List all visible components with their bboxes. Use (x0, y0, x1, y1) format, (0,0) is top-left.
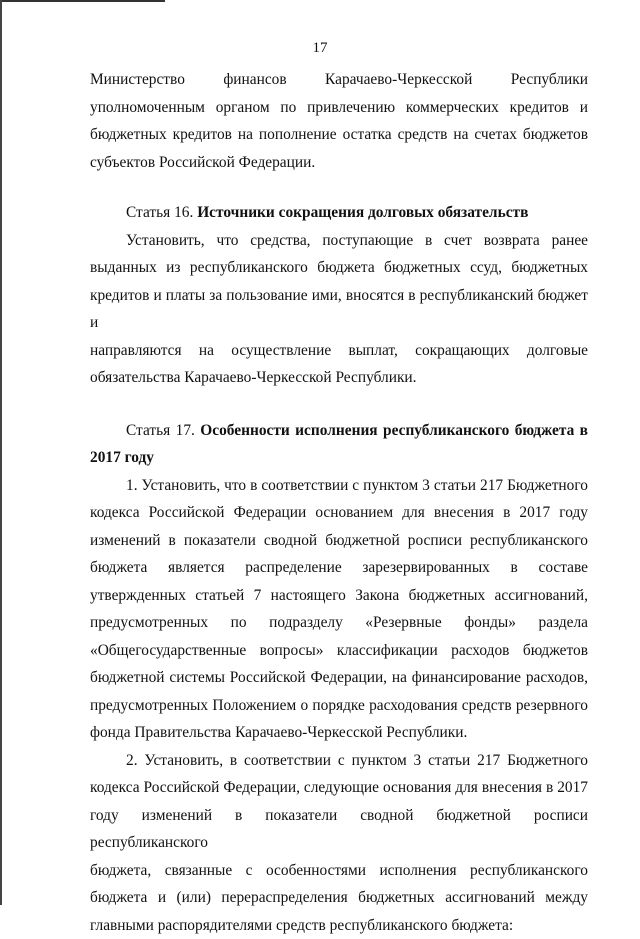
text-line: субъектов Российской Федерации. (90, 149, 588, 177)
article-17-paragraph-2 (90, 747, 588, 939)
scan-edge-top (0, 0, 165, 2)
text-line: кодекса Российской Федерации основанием для внесения в 2017 году (90, 499, 588, 527)
article-17-heading (90, 417, 588, 472)
text-line: предусмотренных Положением о порядке расходования средств резервного (90, 692, 588, 720)
article-16-title: Источники сокращения долговых обязательств (197, 204, 528, 221)
article-17-title-line1: Особенности исполнения республиканского бюджета в (200, 422, 588, 439)
scan-edge-left (0, 0, 2, 905)
text-line: предусмотренных по подразделу «Резервные фонды» раздела (90, 609, 588, 637)
text-line: Установить, что средства, поступающие в счет возврата ранее (90, 227, 588, 255)
text-line: году изменений в показатели сводной бюджетной росписи республиканского (90, 802, 588, 857)
article-16-paragraph (90, 227, 588, 392)
page-number: 17 (0, 40, 640, 57)
text-line: кредитов и платы за пользование ими, вносятся в республиканский бюджет и (90, 282, 588, 337)
text-line: направляются на осуществление выплат, сокращающих долговые (90, 337, 588, 365)
text-line: бюджета, связанные с особенностями исполнения республиканского (90, 857, 588, 885)
article-16-heading (90, 199, 588, 227)
text-line: фонда Правительства Карачаево-Черкесской Республики. (90, 719, 588, 747)
text-line: главными распорядителями средств республиканского бюджета: (90, 912, 588, 939)
text-line: утвержденных статьей 7 настоящего Закона бюджетных ассигнований, (90, 582, 588, 610)
text-line: обязательства Карачаево-Черкесской Республики. (90, 364, 588, 392)
text-line: кодекса Российской Федерации, следующие основания для внесения в 2017 (90, 774, 588, 802)
text-line: 2. Установить, в соответствии с пунктом 3 статьи 217 Бюджетного (90, 747, 588, 775)
document-body (90, 66, 588, 939)
article-17-title-line2: 2017 году (90, 444, 588, 472)
text-line: бюджетных кредитов на пополнение остатка средств на счетах бюджетов (90, 121, 588, 149)
text-line: изменений в показатели сводной бюджетной росписи республиканского (90, 527, 588, 555)
text-line: бюджетной системы Российской Федерации, на финансирование расходов, (90, 664, 588, 692)
text-line: бюджета является распределение зарезервированных в составе (90, 554, 588, 582)
text-line: бюджета и (или) перераспределения бюджетных ассигнований между (90, 884, 588, 912)
text-line: «Общегосударственные вопросы» классификации расходов бюджетов (90, 637, 588, 665)
article-17-label: Статья 17. (126, 422, 195, 439)
article-16-label: Статья 16. (126, 204, 193, 221)
text-line: выданных из республиканского бюджета бюджетных ссуд, бюджетных (90, 254, 588, 282)
text-line: уполномоченным органом по привлечению коммерческих кредитов и (90, 94, 588, 122)
text-line: Министерство финансов Карачаево-Черкесской Республики (90, 66, 588, 94)
text-line: 1. Установить, что в соответствии с пунктом 3 статьи 217 Бюджетного (90, 472, 588, 500)
intro-paragraph (90, 66, 588, 176)
article-17-paragraph-1 (90, 472, 588, 747)
